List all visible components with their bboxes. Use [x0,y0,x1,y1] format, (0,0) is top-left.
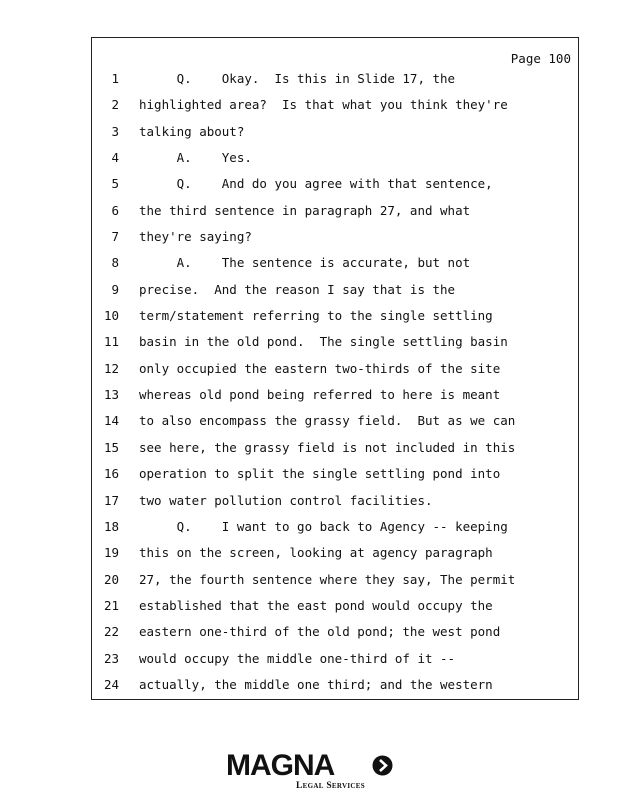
transcript-line [92,466,578,492]
transcript-line [92,677,578,703]
transcript-line [92,361,578,387]
transcript-line [92,124,578,150]
line-text: basin in the old pond. The single settling basin [139,334,508,350]
line-number: 21 [103,597,119,613]
transcript-line [92,97,578,123]
line-number: 12 [103,360,119,376]
line-text: two water pollution control facilities. [139,492,433,508]
line-text: highlighted area? Is that what you think they're [139,97,508,113]
line-number: 16 [103,466,119,482]
line-number: 5 [111,176,119,192]
line-number: 13 [103,387,119,403]
transcript-line [92,176,578,202]
line-number: 2 [111,97,119,113]
transcript-line [92,255,578,281]
line-text: Q. I want to go back to Agency -- keeping [139,518,508,534]
line-text: Q. And do you agree with that sentence, [139,176,493,192]
line-number: 19 [103,545,119,561]
transcript-line [92,493,578,519]
line-text: see here, the grassy field is not included in this [139,439,516,455]
line-number: 15 [103,439,119,455]
transcript-line [92,572,578,598]
line-text: term/statement referring to the single settling [139,308,493,324]
line-number: 22 [103,624,119,640]
line-text: operation to split the single settling pond into [139,466,501,482]
line-text: to also encompass the grassy field. But as we can [139,413,516,429]
transcript-line [92,334,578,360]
line-text: precise. And the reason I say that is the [139,281,456,297]
transcript-line [92,519,578,545]
transcript-line [92,203,578,229]
line-text: whereas old pond being referred to here is meant [139,387,501,403]
line-text: this on the screen, looking at agency paragraph [139,545,493,561]
line-number: 9 [111,281,119,297]
transcript-line [92,71,578,97]
line-number: 4 [111,150,119,166]
line-text: A. The sentence is accurate, but not [139,255,471,271]
line-text: A. Yes. [139,150,252,166]
line-number: 8 [111,255,119,271]
logo-wordmark: MAGNA [226,749,335,782]
transcript-page [91,37,579,700]
line-number: 10 [103,308,119,324]
line-text: they're saying? [139,229,252,245]
line-number: 11 [103,334,119,350]
line-number: 14 [103,413,119,429]
transcript-lines [92,71,578,703]
line-number: 7 [111,229,119,245]
line-number: 6 [111,202,119,218]
page-number: Page 100 [510,51,571,66]
transcript-line [92,229,578,255]
line-text: would occupy the middle one-third of it -- [139,650,456,666]
line-text: 27, the fourth sentence where they say, The permit [139,571,516,587]
line-number: 17 [103,492,119,508]
transcript-line [92,440,578,466]
transcript-line [92,282,578,308]
arrow-circle-icon [372,755,393,776]
line-number: 20 [103,571,119,587]
transcript-line [92,387,578,413]
line-number: 18 [103,518,119,534]
transcript-line [92,413,578,439]
transcript-line [92,624,578,650]
line-text: established that the east pond would occupy the [139,597,493,613]
line-text: the third sentence in paragraph 27, and what [139,202,471,218]
transcript-line [92,150,578,176]
line-text: only occupied the eastern two-thirds of the site [139,360,501,376]
transcript-line [92,308,578,334]
line-text: talking about? [139,123,245,139]
line-text: actually, the middle one third; and the western [139,676,493,692]
line-number: 23 [103,650,119,666]
transcript-line [92,545,578,571]
logo-subtitle: Legal Services [296,781,365,791]
line-number: 1 [111,71,119,86]
line-number: 24 [103,676,119,692]
transcript-line [92,651,578,677]
line-text: Q. Okay. Is this in Slide 17, the [139,71,456,86]
magna-logo [226,748,396,794]
line-text: eastern one-third of the old pond; the west pond [139,624,501,640]
transcript-line [92,598,578,624]
line-number: 3 [111,123,119,139]
